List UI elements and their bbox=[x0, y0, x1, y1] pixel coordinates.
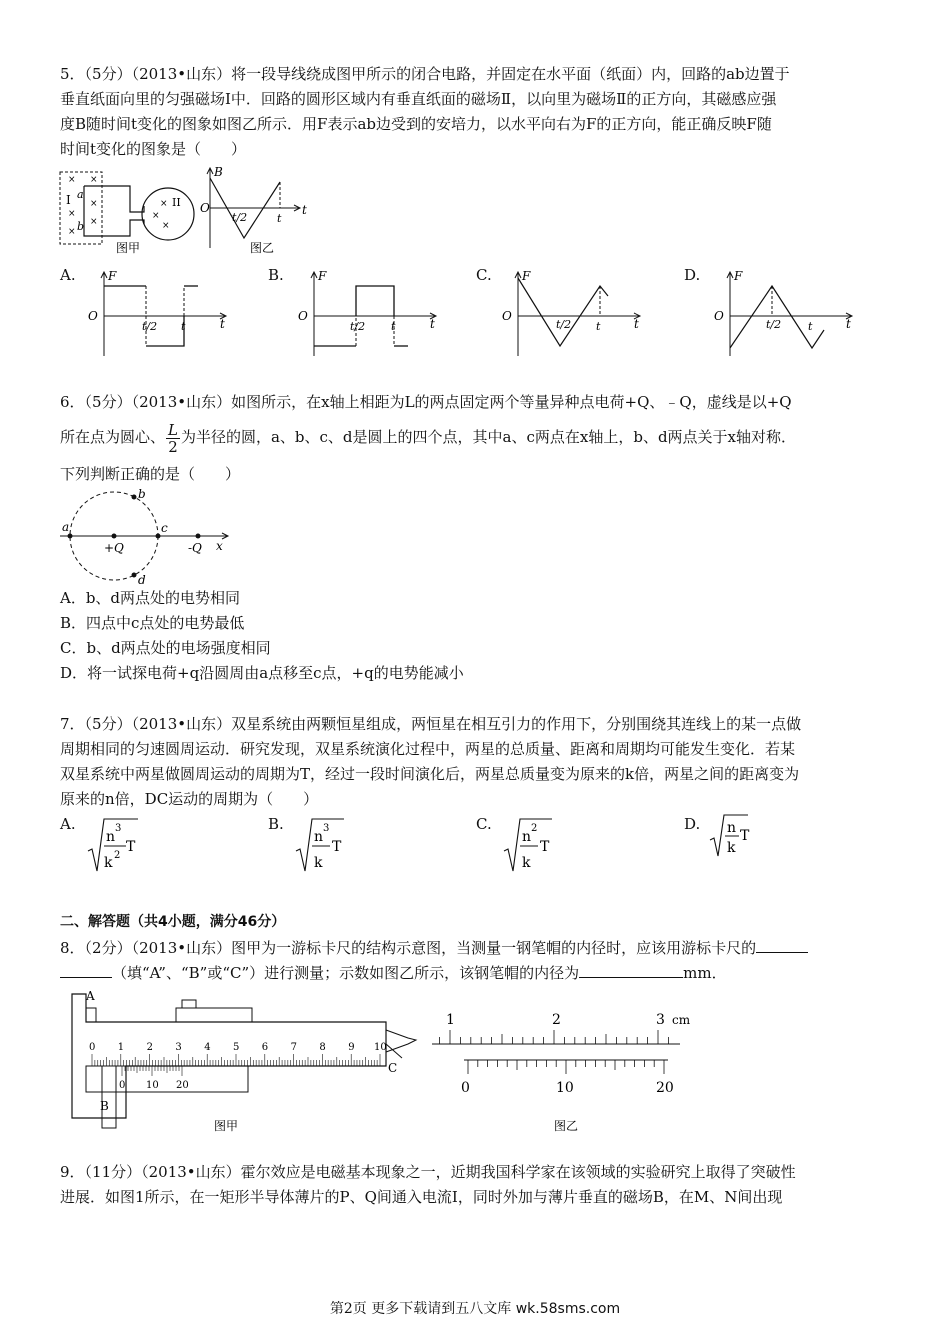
q6-line-2-pre: 所在点为圆心、 bbox=[60, 428, 166, 446]
q7-option-a-letter[interactable]: A. bbox=[60, 815, 76, 833]
rod-C-label: C bbox=[388, 1061, 398, 1075]
cross-mark: × bbox=[68, 209, 76, 219]
tick-period: t bbox=[277, 212, 282, 225]
answer-blank-1[interactable] bbox=[756, 937, 808, 953]
vernier-scale-20: 20 bbox=[656, 1080, 674, 1096]
q8-figure-caliper bbox=[56, 988, 426, 1136]
q6-option-c[interactable]: C．b、d两点处的电场强度相同 bbox=[60, 639, 271, 657]
point-b-label: b bbox=[138, 487, 146, 501]
axis-label-t: t bbox=[846, 317, 851, 331]
point-d-label: d bbox=[138, 573, 146, 586]
vernier-scale-10: 10 bbox=[556, 1080, 574, 1096]
q7-option-a-formula[interactable] bbox=[86, 815, 156, 877]
main-scale-2cm: 2 bbox=[552, 1012, 561, 1028]
numerator-exponent: 3 bbox=[323, 823, 330, 834]
denominator-k: k bbox=[727, 840, 736, 856]
q6-line-3: 下列判断正确的是（ ） bbox=[60, 465, 241, 483]
label-field-II: II bbox=[172, 196, 181, 209]
section-2-title: 二、解答题（共4小题，满分46分） bbox=[60, 914, 286, 930]
charge-minus-Q-label: -Q bbox=[188, 541, 202, 555]
tick-half-period: t/2 bbox=[556, 318, 572, 331]
q8-unit-mm: mm． bbox=[683, 964, 727, 982]
question-6-text bbox=[60, 390, 890, 415]
answer-blank-1-cont[interactable] bbox=[60, 962, 112, 978]
numerator-n: n bbox=[727, 820, 737, 836]
axis-label-x: x bbox=[216, 539, 223, 553]
page-footer bbox=[0, 1298, 950, 1318]
q7-line-2: 周期相同的匀速圆周运动．研究发现，双星系统演化过程中，两星的总质量、距离和周期均可能发生变化．若某 bbox=[60, 740, 796, 758]
tick-period: t bbox=[181, 320, 186, 333]
main-scale-3cm: 3 bbox=[656, 1012, 665, 1028]
q6-option-d[interactable]: D．将一试探电荷+q沿圆周由a点移至c点，+q的电势能减小 bbox=[60, 664, 464, 682]
main-scale-number: 4 bbox=[204, 1042, 211, 1053]
main-scale-1cm: 1 bbox=[446, 1012, 455, 1028]
tick-period: t bbox=[596, 320, 601, 333]
period-T: T bbox=[540, 839, 550, 855]
vernier-scale-0: 0 bbox=[461, 1080, 470, 1096]
denominator-k: k bbox=[104, 855, 113, 871]
q5-line-4: 时间t变化的图象是（ ） bbox=[60, 140, 247, 158]
caption-yi: 图乙 bbox=[554, 1119, 579, 1133]
label-a: a bbox=[77, 188, 84, 201]
q5-option-b-graph[interactable] bbox=[296, 268, 446, 360]
q5-line-1: 5．（5分）（2013•山东）将一段导线绕成图甲所示的闭合电路，并固定在水平面（纸面）内，回路的ab边置于 bbox=[60, 65, 790, 83]
vernier-number: 0 bbox=[119, 1080, 126, 1091]
cross-mark: × bbox=[68, 227, 76, 237]
origin-label: O bbox=[502, 309, 512, 323]
q9-line-1: 9．（11分）（2013•山东）霍尔效应是电磁基本现象之一，近期我国科学家在该领域的实验研究上取得了突破性 bbox=[60, 1163, 796, 1181]
q7-option-b-letter[interactable]: B. bbox=[268, 815, 284, 833]
fraction-denominator: 2 bbox=[168, 437, 178, 456]
origin-label: O bbox=[88, 309, 98, 323]
q6-line-2-post: 为半径的圆，a、b、c、d是圆上的四个点，其中a、c两点在x轴上，b、d两点关于x轴对称． bbox=[180, 428, 797, 446]
axis-label-F: F bbox=[734, 269, 743, 283]
charge-plus-Q-label: +Q bbox=[104, 541, 124, 555]
numerator-exponent: 2 bbox=[531, 823, 538, 834]
main-scale-number: 9 bbox=[348, 1042, 355, 1053]
axis-label-B: B bbox=[214, 165, 223, 179]
tick-period: t bbox=[391, 320, 396, 333]
jaw-B-label: B bbox=[100, 1099, 109, 1113]
fraction-L-over-2 bbox=[166, 422, 180, 455]
vernier-number: 10 bbox=[146, 1080, 159, 1091]
fraction-numerator: L bbox=[168, 420, 178, 439]
q5-line-3: 度B随时间t变化的图象如图乙所示．用F表示ab边受到的安培力，以水平向右为F的正方向，能正确反映F随 bbox=[60, 115, 772, 133]
axis-label-t: t bbox=[634, 317, 639, 331]
caption-jia: 图甲 bbox=[116, 241, 141, 255]
denominator-exponent: 2 bbox=[114, 850, 121, 861]
q5-option-a-graph[interactable] bbox=[86, 268, 236, 360]
denominator-k: k bbox=[522, 855, 531, 871]
question-5-text bbox=[60, 62, 890, 162]
main-scale-number: 5 bbox=[233, 1042, 240, 1053]
main-scale-number: 3 bbox=[175, 1042, 182, 1053]
q5-line-2: 垂直纸面向里的匀强磁场Ⅰ中．回路的圆形区域内有垂直纸面的磁场Ⅱ，以向里为磁场Ⅱ的正方向，其磁感应强 bbox=[60, 90, 777, 108]
main-scale-number: 0 bbox=[89, 1042, 96, 1053]
q5-figure-jia bbox=[58, 166, 208, 256]
jaw-A-label: A bbox=[86, 989, 95, 1003]
unit-cm: cm bbox=[672, 1013, 691, 1027]
axis-label-F: F bbox=[108, 269, 117, 283]
q7-line-1: 7．（5分）（2013•山东）双星系统由两颗恒星组成，两恒星在相互引力的作用下，分别围绕其连线上的某一点做 bbox=[60, 715, 802, 733]
main-scale-number: 1 bbox=[117, 1042, 125, 1053]
q6-options bbox=[60, 586, 890, 686]
point-c-label: c bbox=[161, 521, 168, 535]
footer-site-link[interactable]: wk.58sms.com bbox=[515, 1301, 621, 1317]
origin-label: O bbox=[298, 309, 308, 323]
q5-option-c-graph[interactable] bbox=[500, 268, 650, 360]
caption-jia: 图甲 bbox=[214, 1119, 239, 1133]
q8-line-2 bbox=[60, 961, 890, 986]
q7-option-b-formula[interactable] bbox=[294, 815, 364, 877]
tick-half-period: t/2 bbox=[232, 211, 248, 224]
q5-option-c-letter[interactable]: C. bbox=[476, 266, 492, 284]
cross-mark: × bbox=[90, 199, 98, 209]
q6-figure bbox=[58, 486, 238, 586]
q5-option-d-letter[interactable]: D. bbox=[684, 266, 701, 284]
cross-mark: × bbox=[90, 175, 98, 185]
denominator-k: k bbox=[314, 855, 323, 871]
cross-mark: × bbox=[160, 199, 168, 209]
q7-option-c-formula[interactable] bbox=[502, 815, 572, 877]
footer-text: 第2页 更多下载请到五八文库 bbox=[329, 1301, 516, 1317]
numerator-exponent: 3 bbox=[115, 823, 122, 834]
q7-line-3: 双星系统中两星做圆周运动的周期为T，经过一段时间演化后，两星总质量变为原来的k倍，两星之间的距离变为 bbox=[60, 765, 800, 783]
q5-option-b-letter[interactable]: B. bbox=[268, 266, 284, 284]
q8-line-1 bbox=[60, 936, 890, 961]
cross-mark: × bbox=[90, 217, 98, 227]
q8-figure-reading bbox=[424, 1012, 714, 1136]
q5-option-d-graph[interactable] bbox=[712, 268, 862, 360]
q9-line-2: 进展．如图1所示，在一矩形半导体薄片的P、Q间通入电流I，同时外加与薄片垂直的磁场B，在M、N间出现 bbox=[60, 1188, 783, 1206]
axis-label-t: t bbox=[220, 317, 225, 331]
numerator-n: n bbox=[522, 829, 532, 845]
q7-line-4: 原来的n倍，DC运动的周期为（ ） bbox=[60, 790, 319, 808]
cross-mark: × bbox=[68, 175, 76, 185]
q7-option-c-letter[interactable]: C. bbox=[476, 815, 492, 833]
numerator-n: n bbox=[314, 829, 324, 845]
axis-label-F: F bbox=[318, 269, 327, 283]
main-scale-number: 6 bbox=[261, 1042, 269, 1053]
q8-line-2-text: （填“A”、“B”或“C”）进行测量；示数如图乙所示，该钢笔帽的内径为 bbox=[112, 964, 580, 982]
cross-mark: × bbox=[152, 211, 160, 221]
numerator-n: n bbox=[106, 829, 116, 845]
q8-line-1-text: 8．（2分）（2013•山东）图甲为一游标卡尺的结构示意图，当测量一钢笔帽的内径时，应该用游标卡尺的 bbox=[60, 939, 757, 957]
q7-option-d-letter[interactable]: D. bbox=[684, 815, 701, 833]
origin-label: O bbox=[714, 309, 724, 323]
point-a-label: a bbox=[62, 520, 70, 534]
tick-half-period: t/2 bbox=[350, 320, 366, 333]
q6-line-1: 6．（5分）（2013•山东）如图所示，在x轴上相距为L的两点固定两个等量异种点电荷+Q、﹣Q，虚线是以+Q bbox=[60, 393, 792, 411]
vernier-number: 20 bbox=[176, 1080, 189, 1091]
axis-label-t: t bbox=[302, 203, 307, 217]
origin-label: O bbox=[200, 201, 210, 215]
caption-yi: 图乙 bbox=[250, 241, 275, 255]
main-scale-number: 10 bbox=[374, 1042, 387, 1053]
q7-option-d-formula[interactable] bbox=[708, 812, 768, 862]
cross-mark: × bbox=[162, 221, 170, 231]
question-9-text bbox=[60, 1160, 890, 1210]
period-T: T bbox=[740, 828, 750, 844]
q6-line-2 bbox=[60, 417, 890, 457]
question-8-text bbox=[60, 936, 890, 986]
label-b: b bbox=[77, 220, 85, 233]
period-T: T bbox=[332, 839, 342, 855]
tick-half-period: t/2 bbox=[766, 318, 782, 331]
q5-option-a-letter[interactable]: A. bbox=[60, 266, 76, 284]
caliper-main-scale bbox=[92, 1054, 380, 1066]
axis-label-t: t bbox=[430, 317, 435, 331]
main-scale-number: 7 bbox=[290, 1042, 297, 1053]
answer-blank-2[interactable] bbox=[579, 962, 683, 978]
main-scale-number: 8 bbox=[319, 1042, 326, 1053]
tick-half-period: t/2 bbox=[142, 320, 158, 333]
main-scale-number: 2 bbox=[146, 1042, 153, 1053]
q5-figure-yi bbox=[200, 164, 315, 258]
tick-period: t bbox=[808, 320, 813, 333]
q6-option-a[interactable]: A．b、d两点处的电势相同 bbox=[60, 589, 241, 607]
period-T: T bbox=[126, 839, 136, 855]
q6-option-b[interactable]: B．四点中c点处的电势最低 bbox=[60, 614, 245, 632]
label-field-I: I bbox=[66, 193, 71, 207]
axis-label-F: F bbox=[522, 269, 531, 283]
question-7-text bbox=[60, 712, 890, 812]
